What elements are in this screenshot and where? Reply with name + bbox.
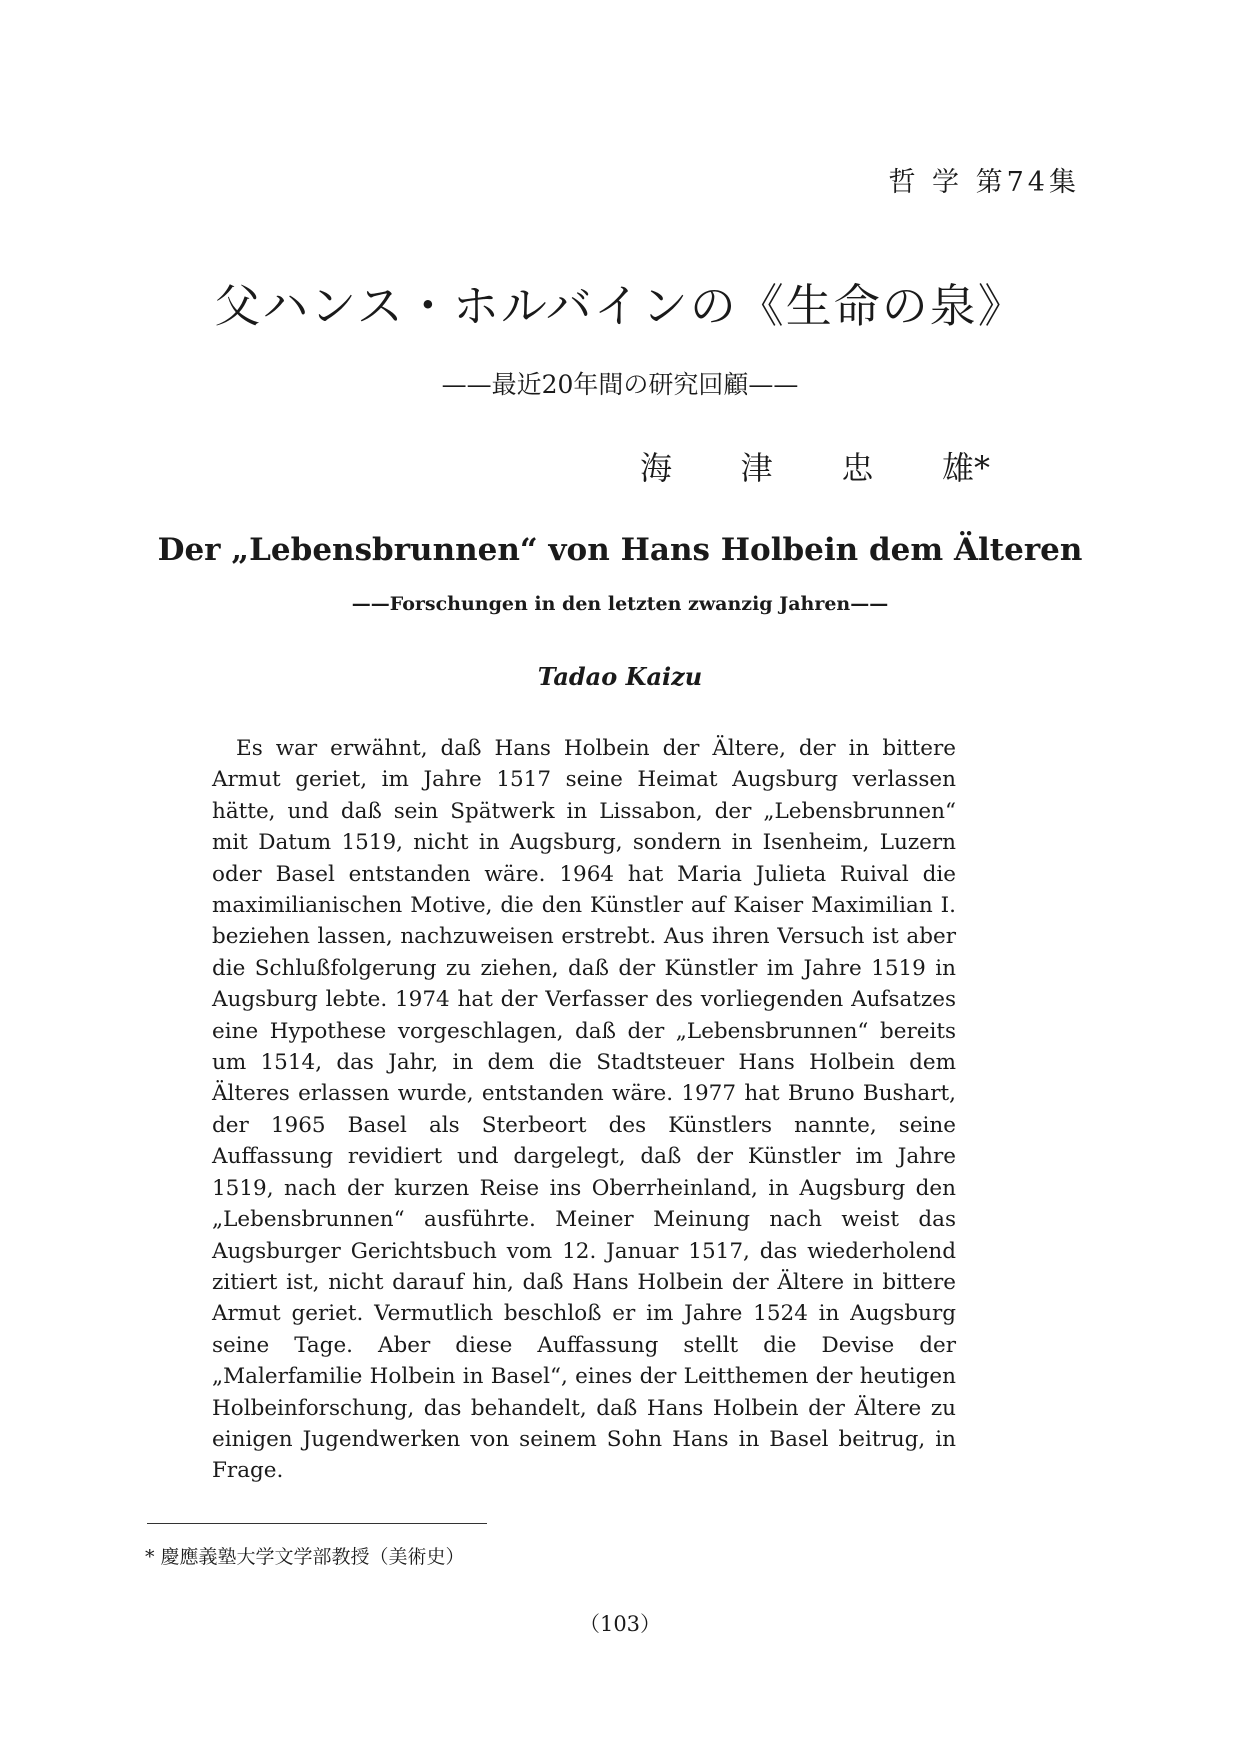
author-char: 雄* [941,449,990,487]
german-subtitle: ——Forschungen in den letzten zwanzig Jahren—— [351,593,889,615]
japanese-author [640,443,990,489]
footnote-divider [147,1523,487,1524]
german-author: Tadao Kaizu [537,662,703,691]
abstract-paragraph: Es war erwähnt, daß Hans Holbein der Ältere, der in bittere Armut geriet, im Jahre 1517 seine Heimat Augsburg verlassen hätte, und daß sein Spätwerk in Lissabon, der „Lebensbrunnen“ mit Datum 1519, nicht in Augsburg, sondern in Isenheim, Luzern oder Basel entstanden wäre. 1964 hat Maria Julieta Ruival die maximilianischen Motive, die den Künstler auf Kaiser Maximilian I. beziehen lassen, nachzuweisen erstrebt. Aus ihren Versuch ist aber die Schlußfolgerung zu ziehen, daß der Künstler im Jahre 1519 in Augsburg lebte. 1974 hat der Verfasser des vorliegenden Aufsatzes eine Hypothese vorgeschlagen, daß der „Lebensbrunnen“ bereits um 1514, das Jahr, in dem die Stadtsteuer Hans Holbein dem Älteres erlassen wurde, entstanden wäre. 1977 hat Bruno Bushart, der 1965 Basel als Sterbeort des Künstlers nannte, seine Auffassung revidiert und dargelegt, daß der Künstler im Jahre 1519, nach der kurzen Reise ins Oberrheinland, in Augsburg den „Lebensbrunnen“ ausführte. Meiner Meinung nach weist das Augsburger Gerichtsbuch vom 12. Januar 1517, das wiederholend zitiert ist, nicht darauf hin, daß Hans Holbein der Ältere in bittere Armut geriet. Vermutlich beschloß er im Jahre 1524 in Augsburg seine Tage. Aber diese Auffassung stellt die Devise der „Malerfamilie Holbein in Basel“, eines der Leitthemen der heutigen Holbeinforschung, das behandelt, daß Hans Holbein der Ältere zu einigen Jugendwerken von seinem Sohn Hans in Basel beitrug, in Frage. [212,736,956,1484]
japanese-title: 父ハンス・ホルバインの《生命の泉》 [214,279,1026,333]
journal-header: 哲 学 第74集 [888,167,1080,198]
page-number: （103） [578,1612,662,1636]
footnote: * 慶應義塾大学文学部教授（美術史） [145,1546,465,1568]
japanese-subtitle: ——最近20年間の研究回顧—— [441,370,799,399]
german-title: Der „Lebensbrunnen“ von Hans Holbein dem Älteren [157,532,1083,568]
author-char: 忠 [841,449,874,487]
author-char: 津 [740,449,773,487]
author-char: 海 [640,449,673,487]
